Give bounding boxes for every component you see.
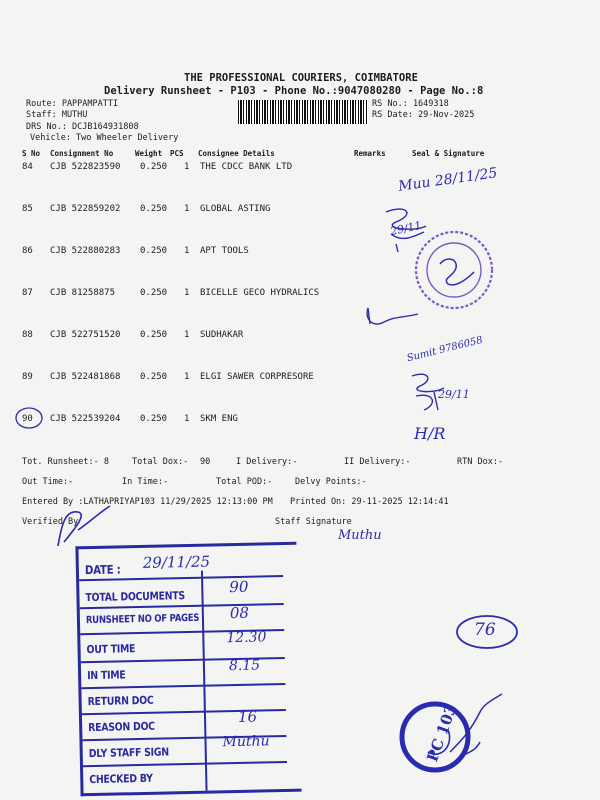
total-dox-value: 90	[200, 457, 211, 467]
stamp-divider	[83, 761, 287, 767]
signature-row-89-date: 29/11	[438, 388, 470, 401]
stamp-divider	[80, 603, 284, 609]
tot-runsheet: Tot. Runsheet:- 8	[22, 457, 109, 467]
circled-number: 76	[474, 620, 496, 640]
stamp-out-time-value: 12.30	[226, 629, 267, 647]
row-pcs: 1	[184, 372, 190, 382]
row-consignment: CJB 522539204	[50, 414, 121, 424]
staff-signature: Muthu	[338, 528, 382, 543]
row-pcs: 1	[184, 204, 190, 214]
in-time: In Time:-	[122, 477, 169, 487]
row-weight: 0.250	[140, 246, 168, 256]
staff-text: Staff: MUTHU	[26, 110, 88, 120]
row-consignment: CJB 522751520	[50, 330, 121, 340]
rs-date: RS Date: 29-Nov-2025	[372, 110, 475, 120]
row-pcs: 1	[184, 330, 190, 340]
rs-number: RS No.: 1649318	[372, 99, 449, 109]
company-title: THE PROFESSIONAL COURIERS, COIMBATORE	[184, 72, 418, 84]
col-remarks: Remarks	[354, 149, 386, 158]
route-text: Route: PAPPAMPATTI	[26, 99, 119, 109]
signature-row-85-date: 29/11	[388, 218, 423, 239]
stamp-reason-doc-value: 16	[237, 707, 258, 726]
row-consignee: APT TOOLS	[200, 246, 249, 256]
row-sno: 86	[22, 246, 33, 256]
stamp-staff-sign-label: DLY STAFF SIGN	[88, 745, 169, 761]
row-consignee: ELGI SAWER CORPRESORE	[200, 372, 314, 382]
row-weight: 0.250	[140, 372, 168, 382]
staff-signature-label: Staff Signature	[275, 517, 352, 527]
row-sno: 90	[22, 414, 33, 424]
stamp-divider	[81, 683, 285, 689]
drs-number: DRS No.: DCJB164931808	[26, 122, 139, 132]
stamp-out-time-label: OUT TIME	[86, 642, 136, 657]
stamp-in-time-value: 8.15	[228, 657, 261, 675]
stamp-total-documents-value: 90	[229, 577, 249, 597]
row-consignee: GLOBAL ASTING	[200, 204, 271, 214]
row-weight: 0.250	[140, 162, 168, 172]
stamp-reason-doc-label: REASON DOC	[88, 719, 155, 735]
signature-row-84: Muu 28/11/25	[397, 165, 499, 195]
signature-row-88-note: Sumit 9786058	[405, 334, 484, 365]
stamp-pages-value: 08	[229, 603, 250, 623]
verified-by: Verified By	[22, 517, 79, 527]
signature-row-88	[362, 300, 422, 330]
row-sno: 89	[22, 372, 33, 382]
row-pcs: 1	[184, 288, 190, 298]
row-consignment: CJB 522481868	[50, 372, 121, 382]
vehicle-text: Vehicle: Two Wheeler Delivery	[30, 133, 179, 143]
row-pcs: 1	[184, 414, 190, 424]
row-sno: 87	[22, 288, 33, 298]
entered-by: Entered By :LATHAPRIYAP103 11/29/2025 12:13:00 PM	[22, 497, 273, 507]
row-consignment: CJB 81258875	[50, 288, 116, 298]
delvy-points: Delvy Points:-	[295, 477, 367, 487]
row-consignment: CJB 522880283	[50, 246, 121, 256]
verified-by-signature	[48, 502, 118, 552]
stamp-in-time-label: IN TIME	[86, 668, 126, 683]
col-sno: S No	[22, 149, 41, 158]
row-consignee: THE CDCC BANK LTD	[200, 162, 293, 172]
col-seal-signature: Seal & Signature	[412, 149, 485, 158]
stamp-total-documents-label: TOTAL DOCUMENTS	[85, 589, 185, 605]
out-time: Out Time:-	[22, 477, 74, 487]
barcode-image	[238, 100, 368, 124]
col-pcs: PCS	[170, 149, 184, 158]
printed-on: Printed On: 29-11-2025 12:14:41	[290, 497, 449, 507]
i-delivery: I Delivery:-	[236, 457, 298, 467]
pc103-stamp-text: PC 103	[423, 701, 461, 765]
signature-row-90: H/R	[414, 424, 446, 443]
stamp-pages-label: RUNSHEET NO OF PAGES	[85, 612, 200, 627]
col-consignment: Consignment No	[50, 149, 114, 158]
ii-delivery: II Delivery:-	[344, 457, 411, 467]
pc103-signature	[440, 692, 510, 772]
row-sno: 84	[22, 162, 33, 172]
stamp-staff-sign-value: Muthu	[222, 733, 270, 751]
total-dox-label: Total Dox:-	[132, 457, 189, 467]
row-sno: 88	[22, 330, 33, 340]
row-weight: 0.250	[140, 288, 168, 298]
row-weight: 0.250	[140, 330, 168, 340]
row-weight: 0.250	[140, 204, 168, 214]
col-weight: Weight	[135, 149, 163, 158]
stamp-checked-by-label: CHECKED BY	[89, 771, 153, 787]
row-pcs: 1	[184, 246, 190, 256]
company-round-stamp	[412, 228, 496, 312]
total-pod: Total POD:-	[216, 477, 273, 487]
row-sno: 85	[22, 204, 33, 214]
col-consignee: Consignee Details	[198, 149, 275, 158]
row-consignment: CJB 522823590	[50, 162, 121, 172]
stamp-return-doc-label: RETURN DOC	[87, 693, 154, 709]
row-weight: 0.250	[140, 414, 168, 424]
row-consignee: SUDHAKAR	[200, 330, 244, 340]
runsheet-title: Delivery Runsheet - P103 - Phone No.:9047080280 - Page No.:8	[104, 85, 484, 97]
delivery-stamp	[75, 542, 301, 797]
row-pcs: 1	[184, 162, 190, 172]
row-90-circle-mark	[14, 405, 44, 431]
row-consignment: CJB 522859202	[50, 204, 121, 214]
row-consignee: BICELLE GECO HYDRALICS	[200, 288, 320, 298]
rtn-dox: RTN Dox:-	[457, 457, 504, 467]
stamp-date-value: 29/11/25	[142, 552, 211, 572]
row-consignee: SKM ENG	[200, 414, 238, 424]
stamp-date-label: DATE :	[84, 562, 121, 578]
